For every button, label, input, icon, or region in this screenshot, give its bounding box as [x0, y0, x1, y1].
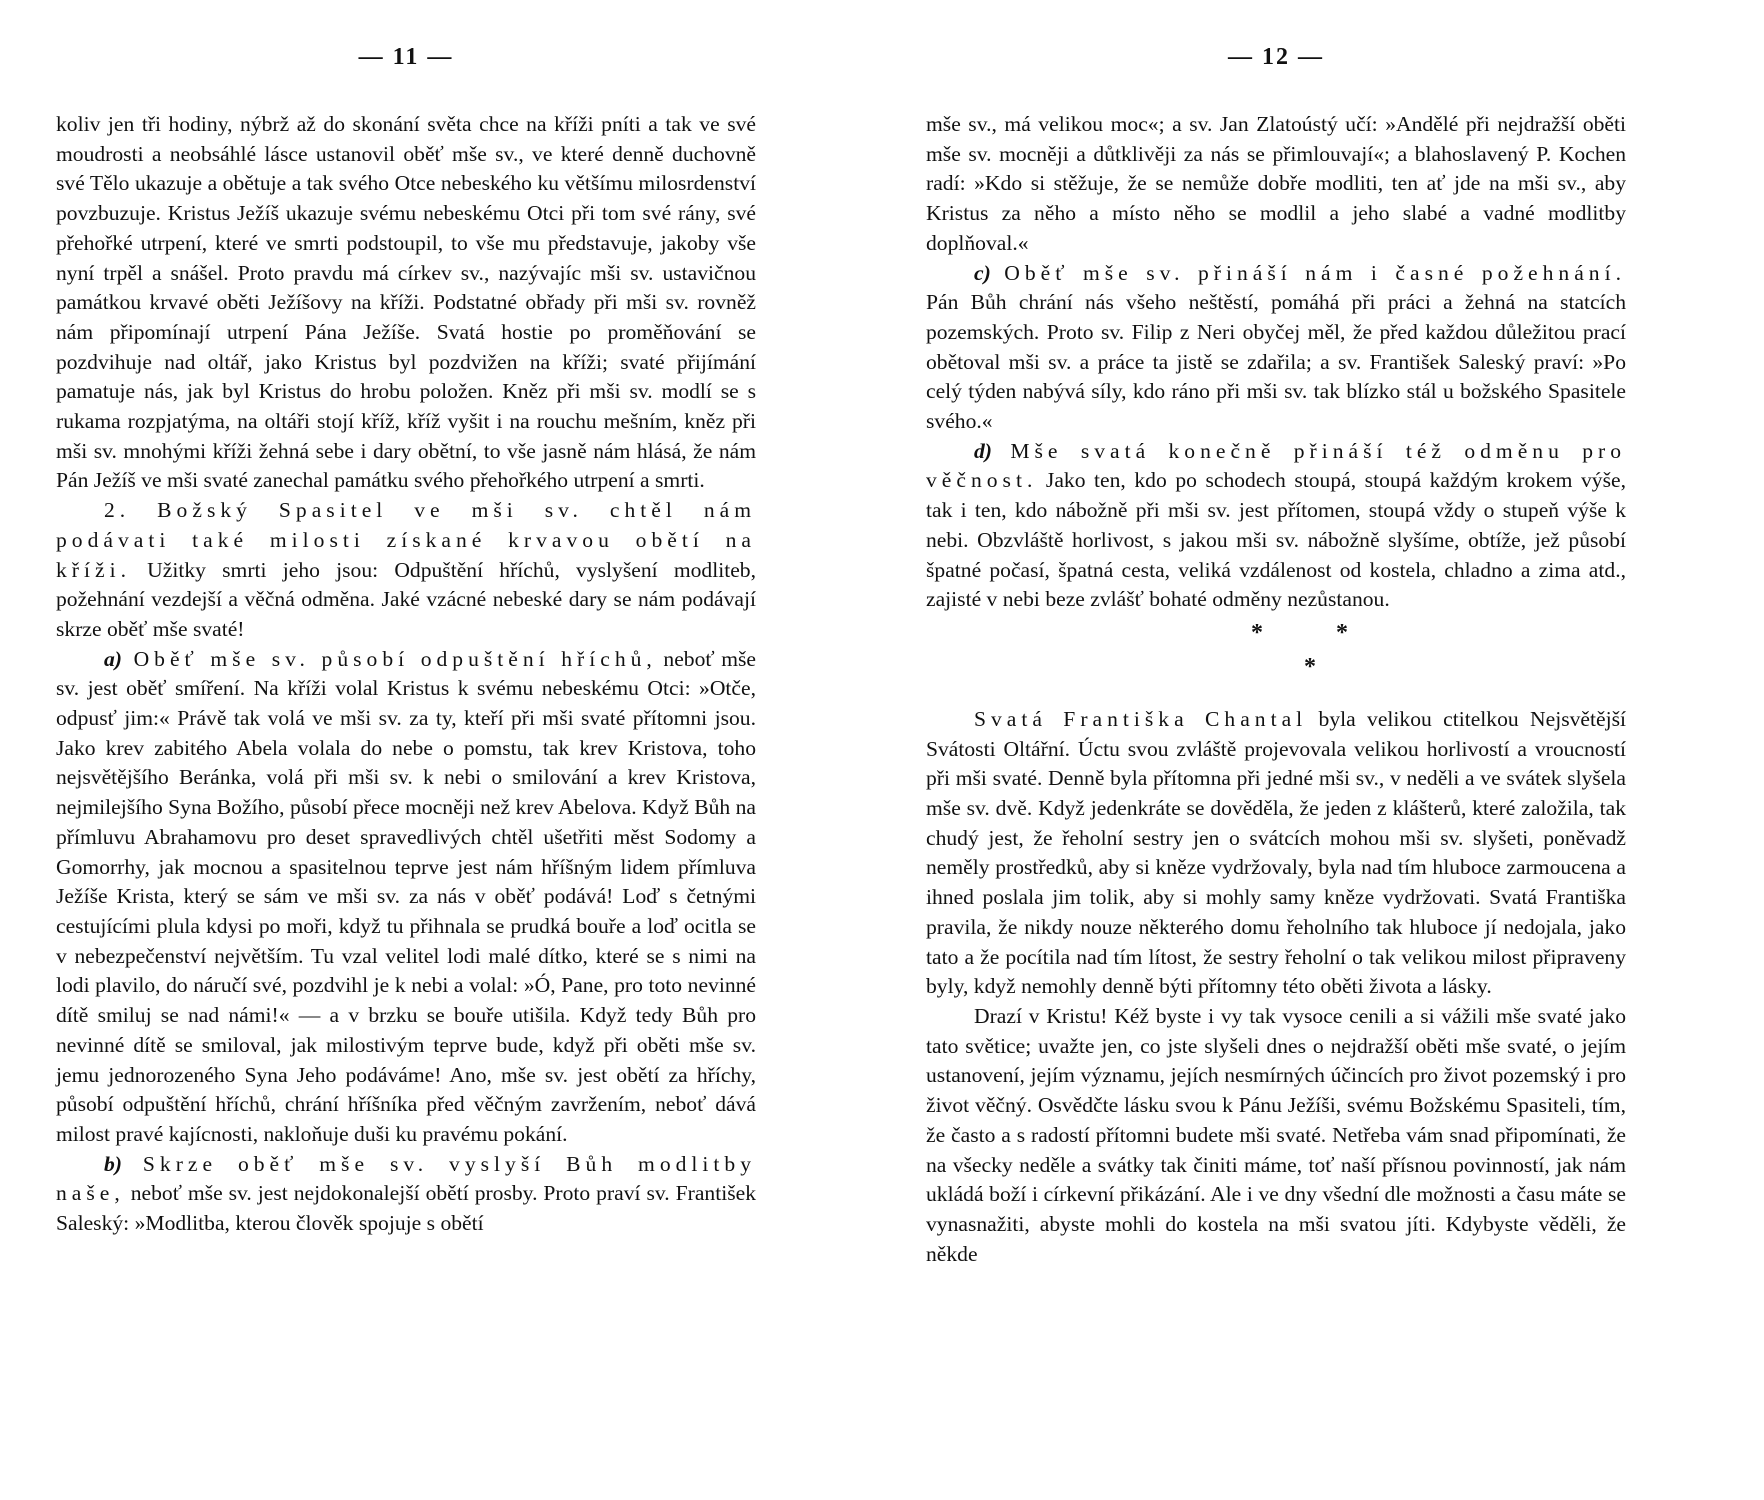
asterisk: *: [1251, 619, 1263, 646]
section-divider-asterisks: [926, 619, 1626, 705]
emphasis-spaced: Svatá Františka Chantal: [974, 706, 1308, 731]
paragraph-point-2: [56, 496, 756, 645]
paragraph-text: Pán Bůh chrání nás všeho neštěstí, pomáhá při práci a žehná na statcích pozemských. Proto sv. Filip z Neri obyčej měl, že před každou důležitou prací obětoval mši sv. a práce ta jistě se zdařila; a sv. František Saleský praví: »Po celý týden nabývá síly, kdo ráno při mši sv. tak blízko stál u božského Spasitele svého.«: [926, 290, 1626, 434]
point-label: b): [104, 1151, 122, 1176]
page-number-right: — 12 —: [1228, 44, 1324, 70]
paragraph-point-d: [926, 437, 1626, 615]
emphasis-spaced: Oběť mše sv. přináší nám i časné požehnání.: [990, 260, 1626, 285]
asterisk: *: [1304, 653, 1316, 680]
left-page-text: [56, 110, 756, 1239]
paragraph-text: neboť mše sv. jest oběť smíření. Na kříži volal Kristus k svému nebeskému Otci: »Otče, odpusť jim:« Právě tak volá ve mši sv. za ty, kteří při mši svaté přítomni jsou. Jako krev zabitého Abela volala do nebe o pomstu, tak krev Kristova, toho nejsvětějšího Beránka, volá při mši sv. k nebi o smilování a krev Kristova, nejmilejšího Syna Božího, působí přece mocněji než krev Abelova. Když Bůh na přímluvu Abrahamovu pro deset spravedlivých chtěl ušetřiti měst Sodomy a Gomorrhy, jak mocnou a spasitelnou teprve jest nám hříšným lidem přímluva Ježíše Krista, který se sám ve mši sv. za nás v oběť podává! Loď s četnými cestujícími plula kdysi po moři, když tu přihnala se prudká bouře a loď ocitla se v nebezpečenství největším. Tu vzal velitel lodi malé dítko, které se s nimi na lodi plavilo, do náručí své, pozdvihl je k nebi a volal: »Ó, Pane, pro toto nevinné dítě smiluj se nad námi!« — a v brzku se bouře utišila. Když tedy Bůh pro nevinné dítě se smiloval, jak milostivým teprve bude, když při oběti mše sv. jemu jednorozeného Syna Jeho podáváme! Ano, mše sv. jest obětí za hříchy, působí odpuštění hříchů, chrání hříšníka před věčným zavržením, neboť dává milost pravé kajícnosti, nakloňuje duši ku pravému pokání.: [56, 646, 756, 1146]
paragraph-point-c: [926, 259, 1626, 437]
paragraph-text: neboť mše sv. jest nejdokonalejší obětí prosby. Proto praví sv. František Saleský: »Modlitba, kterou člověk spojuje s obětí: [56, 1181, 756, 1236]
asterisk: *: [1336, 619, 1348, 646]
paragraph-continuation: mše sv., má velikou moc«; a sv. Jan Zlatoústý učí: »Andělé při nejdražší oběti mše sv. mocněji a důtklivěji za nás se přimlouvají«; a blahoslavený P. Kochen radí: »Kdo si stěžuje, že se nemůže dobře modliti, ten ať jde na mši sv., aby Kristus za něho a místo něho se modlil a jeho slabé a vadné modlitby doplňoval.«: [926, 112, 1626, 255]
right-page-text: [926, 110, 1626, 1269]
page-number-left: — 11 —: [358, 44, 454, 70]
point-label: c): [974, 260, 991, 285]
emphasis-spaced: 2. Božský Spasitel ve mši sv. chtěl nám podávati také milosti získané krvavou obětí na kříži.: [56, 498, 756, 582]
point-label: d): [974, 438, 992, 463]
paragraph-text: Jako ten, kdo po schodech stoupá, stoupá každým krokem výše, tak i ten, kdo nábožně při mši sv. jest přítomen, stoupá vždy o stupeň výše k nebi. Obzvláště horlivost, s jakou mši sv. nábožně slyšíme, obtíže, jež působí špatné počasí, špatná cesta, veliká vzdálenost od kostela, chladno a zima atd., zajisté v nebi beze zvlášť bohaté odměny nezůstanou.: [926, 468, 1626, 612]
paragraph-text: byla velikou ctitelkou Nejsvětější Svátosti Oltářní. Úctu svou zvláště projevovala velikou horlivostí a vroucností při mši svaté. Denně byla přítomna při jedné mši sv., v neděli a ve svátek slyšela mše sv. dvě. Když jedenkráte se dověděla, že jeden z klášterů, které založila, tak chudý jest, že řeholní sestry jen o svátcích mohou mši sv. slyšeti, poněvadž neměly prostředků, aby si kněze vydržovaly, byla nad tím hluboce zarmoucena a ihned poslala jim tolik, aby si mohly samy kněze vydržovati. Svatá Františka pravila, že nikdy nouze některého domu řeholního tak hluboce jí nedojala, jako tato a že pocítila nad tím lítost, že sestry řeholní o tak velikou milost připraveny byly, když nemohly denně býti přítomny této oběti života a lásky.: [926, 706, 1626, 999]
point-label: a): [104, 646, 122, 671]
paragraph-example: [926, 705, 1626, 1002]
paragraph-continuation: koliv jen tři hodiny, nýbrž až do skonání světa chce na kříži pníti a tak ve své moudrosti a neobsáhlé lásce ustanovil oběť mše sv., ve které denně duchovně své Tělo ukazuje a obětuje a tak svého Otce nebeského ku většímu milosrdenství povzbuzuje. Kristus Ježíš ukazuje svému nebeskému Otci při tom své rány, své přehořké utrpení, které ve smrti podstoupil, to vše mu představuje, jakoby vše nyní trpěl a snášel. Proto pravdu má církev sv., nazývajíc mši sv. ustavičnou památkou krvavé oběti Ježíšovy na kříži. Podstatné obřady při mši sv. rovněž nám připomínají utrpení Pána Ježíše. Svatá hostie po proměňování se pozdvihuje nad oltář, jako Kristus byl pozdvižen na kříži; svaté přijímání pamatuje nás, jak byl Kristus do hrobu položen. Kněz při mši sv. modlí se s rukama rozpjatýma, na oltáři stojí kříž, kříž vyšit i na rouchu mešním, kněz při mši sv. mnohými kříži žehná sebe i dary obětní, to vše jasně nám hlásá, že nám Pán Ježíš ve mši svaté zanechal památku svého přehořkého utrpení a smrti.: [56, 112, 756, 493]
paragraph-point-b: [56, 1150, 756, 1239]
paragraph-text: Užitky smrti jeho jsou: Odpuštění hříchů, vyslyšení modliteb, požehnání vezdejší a věčná odměna. Jaké vzácné nebeské dary se nám podávají skrze oběť mše svaté!: [56, 557, 756, 641]
paragraph-point-a: [56, 645, 756, 1150]
emphasis-spaced: Skrze oběť mše sv. vyslyší Bůh modlitby naše,: [56, 1151, 756, 1206]
emphasis-spaced: Oběť mše sv. působí odpuštění hříchů,: [122, 646, 657, 671]
emphasis-spaced: Mše svatá konečně přináší též odměnu pro věčnost.: [926, 438, 1626, 493]
paragraph-exhortation: Drazí v Kristu! Kéž byste i vy tak vysoce cenili a si vážili mše svaté jako tato světice; uvažte jen, co jste slyšeli dnes o nejdražší oběti mše svaté, o jejím ustanovení, jejím významu, jejích nesmírných účincích pro život pozemský i pro život věčný. Osvědčte lásku svou k Pánu Ježíši, svému Božskému Spasiteli, tím, že často a s radostí přítomni budete mši svaté. Netřeba vám snad připomínati, že na všecky neděle a svátky tak činiti máme, toť naší přísnou povinností, jak nám ukládá boží i církevní přikázání. Ale i ve dny všední dle možnosti a času máte se vynasnažiti, abyste mohli do kostela na mši svatou jíti. Kdybyste věděli, že někde: [926, 1003, 1626, 1266]
